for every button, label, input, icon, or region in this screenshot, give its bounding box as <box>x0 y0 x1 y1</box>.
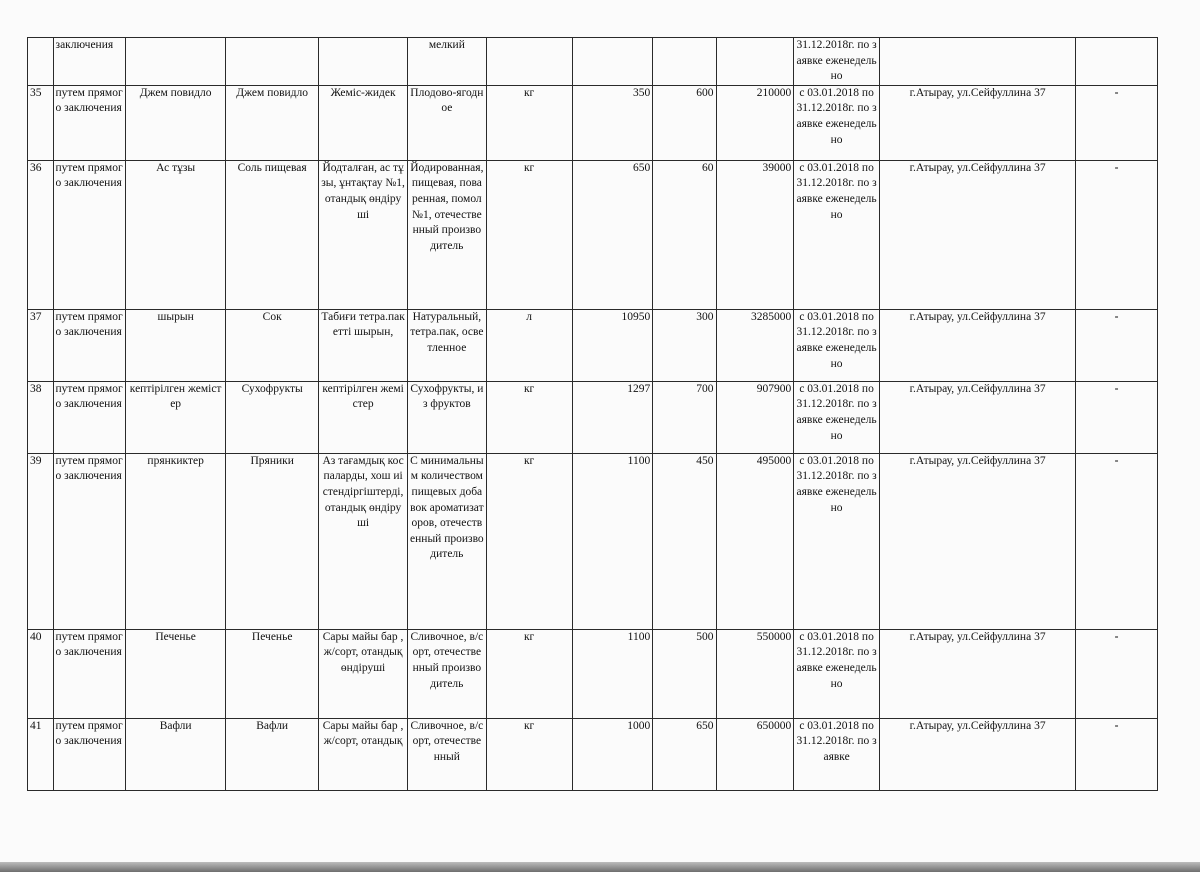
spec-kz: Сары майы бар , ж/сорт, отандық өндіруші <box>319 629 408 718</box>
table-row <box>28 718 1158 790</box>
item-name-ru: Сухофрукты <box>226 381 319 453</box>
item-name-kz: шырын <box>126 309 226 381</box>
procurement-method: путем прямого заключения <box>53 309 126 381</box>
procurement-method: путем прямого заключения <box>53 85 126 160</box>
procurement-method: путем прямого заключения <box>53 453 126 629</box>
spec-ru: Сливочное, в/сорт, отечественный <box>408 718 487 790</box>
quantity: 1297 <box>572 381 653 453</box>
spec-ru: Сливочное, в/сорт, отечественный производитель <box>408 629 487 718</box>
row-number: 39 <box>28 453 54 629</box>
note: - <box>1076 85 1158 160</box>
note: - <box>1076 718 1158 790</box>
delivery-period: с 03.01.2018 по 31.12.2018г. по заявке еженедельно <box>794 160 880 309</box>
procurement-method: путем прямого заключения <box>53 718 126 790</box>
spec-kz: Йодталған, ас тұзы, ұнтақтау №1, отандық өндіруші <box>319 160 408 309</box>
item-name-ru: Пряники <box>226 453 319 629</box>
procurement-method: заключения <box>53 38 126 86</box>
delivery-address: г.Атырау, ул.Сейфуллина 37 <box>880 453 1076 629</box>
item-name-kz: Джем повидло <box>126 85 226 160</box>
delivery-address: г.Атырау, ул.Сейфуллина 37 <box>880 381 1076 453</box>
quantity: 10950 <box>572 309 653 381</box>
quantity: 650 <box>572 160 653 309</box>
spec-kz: Аз тағамдық коспаларды, хош иістендіргіштерді, отандық өндіруші <box>319 453 408 629</box>
note: - <box>1076 309 1158 381</box>
price <box>653 38 716 86</box>
procurement-method: путем прямого заключения <box>53 629 126 718</box>
row-number: 40 <box>28 629 54 718</box>
quantity: 1100 <box>572 453 653 629</box>
note: - <box>1076 453 1158 629</box>
table-row <box>28 38 1158 86</box>
item-name-ru: Сок <box>226 309 319 381</box>
procurement-method: путем прямого заключения <box>53 381 126 453</box>
sum <box>716 38 794 86</box>
sum: 907900 <box>716 381 794 453</box>
price: 700 <box>653 381 716 453</box>
note <box>1076 38 1158 86</box>
delivery-address: г.Атырау, ул.Сейфуллина 37 <box>880 718 1076 790</box>
price: 450 <box>653 453 716 629</box>
sum: 210000 <box>716 85 794 160</box>
sum: 3285000 <box>716 309 794 381</box>
delivery-period: с 03.01.2018 по 31.12.2018г. по заявке <box>794 718 880 790</box>
item-name-kz: Печенье <box>126 629 226 718</box>
spec-ru: Натуральный, тетра.пак, осветленное <box>408 309 487 381</box>
table-row <box>28 160 1158 309</box>
scan-edge <box>0 862 1200 872</box>
unit: кг <box>486 85 572 160</box>
delivery-period: с 03.01.2018 по 31.12.2018г. по заявке еженедельно <box>794 629 880 718</box>
procurement-table <box>27 37 1158 791</box>
price: 60 <box>653 160 716 309</box>
table-row <box>28 381 1158 453</box>
item-name-ru: Вафли <box>226 718 319 790</box>
sum: 650000 <box>716 718 794 790</box>
table-row <box>28 309 1158 381</box>
note: - <box>1076 160 1158 309</box>
unit: кг <box>486 629 572 718</box>
row-number: 35 <box>28 85 54 160</box>
row-number <box>28 38 54 86</box>
quantity <box>572 38 653 86</box>
delivery-period: 31.12.2018г. по заявке еженедельно <box>794 38 880 86</box>
item-name-ru: Печенье <box>226 629 319 718</box>
item-name-kz: Вафли <box>126 718 226 790</box>
sum: 495000 <box>716 453 794 629</box>
table-row <box>28 453 1158 629</box>
procurement-method: путем прямого заключения <box>53 160 126 309</box>
item-name-kz: Ас тұзы <box>126 160 226 309</box>
row-number: 37 <box>28 309 54 381</box>
table-body <box>28 38 1158 791</box>
delivery-address: г.Атырау, ул.Сейфуллина 37 <box>880 629 1076 718</box>
delivery-address: г.Атырау, ул.Сейфуллина 37 <box>880 160 1076 309</box>
unit: кг <box>486 381 572 453</box>
delivery-address: г.Атырау, ул.Сейфуллина 37 <box>880 309 1076 381</box>
spec-ru: Плодово-ягодное <box>408 85 487 160</box>
price: 600 <box>653 85 716 160</box>
quantity: 350 <box>572 85 653 160</box>
table-row <box>28 629 1158 718</box>
unit: кг <box>486 718 572 790</box>
item-name-ru <box>226 38 319 86</box>
quantity: 1100 <box>572 629 653 718</box>
spec-kz: Жеміс-жидек <box>319 85 408 160</box>
spec-kz <box>319 38 408 86</box>
unit: кг <box>486 453 572 629</box>
item-name-kz: кептірілген жемістер <box>126 381 226 453</box>
spec-ru: Йодированная, пищевая, поваренная, помол №1, отечественный производитель <box>408 160 487 309</box>
item-name-ru: Соль пищевая <box>226 160 319 309</box>
sum: 550000 <box>716 629 794 718</box>
row-number: 36 <box>28 160 54 309</box>
note: - <box>1076 381 1158 453</box>
item-name-kz <box>126 38 226 86</box>
quantity: 1000 <box>572 718 653 790</box>
price: 300 <box>653 309 716 381</box>
item-name-kz: прянкиктер <box>126 453 226 629</box>
spec-kz: кептірілген жемістер <box>319 381 408 453</box>
spec-kz: Табиғи тетра.пакетті шырын, <box>319 309 408 381</box>
delivery-period: с 03.01.2018 по 31.12.2018г. по заявке еженедельно <box>794 453 880 629</box>
delivery-period: с 03.01.2018 по 31.12.2018г. по заявке еженедельно <box>794 381 880 453</box>
price: 650 <box>653 718 716 790</box>
row-number: 38 <box>28 381 54 453</box>
sum: 39000 <box>716 160 794 309</box>
unit <box>486 38 572 86</box>
unit: л <box>486 309 572 381</box>
delivery-period: с 03.01.2018 по 31.12.2018г. по заявке еженедельно <box>794 85 880 160</box>
item-name-ru: Джем повидло <box>226 85 319 160</box>
delivery-address <box>880 38 1076 86</box>
row-number: 41 <box>28 718 54 790</box>
spec-ru: мелкий <box>408 38 487 86</box>
delivery-address: г.Атырау, ул.Сейфуллина 37 <box>880 85 1076 160</box>
spec-ru: Сухофрукты, из фруктов <box>408 381 487 453</box>
spec-ru: С минимальным количеством пищевых добавок ароматизаторов, отечественный производитель <box>408 453 487 629</box>
spec-kz: Сары майы бар , ж/сорт, отандық <box>319 718 408 790</box>
unit: кг <box>486 160 572 309</box>
delivery-period: с 03.01.2018 по 31.12.2018г. по заявке еженедельно <box>794 309 880 381</box>
note: - <box>1076 629 1158 718</box>
table-row <box>28 85 1158 160</box>
price: 500 <box>653 629 716 718</box>
